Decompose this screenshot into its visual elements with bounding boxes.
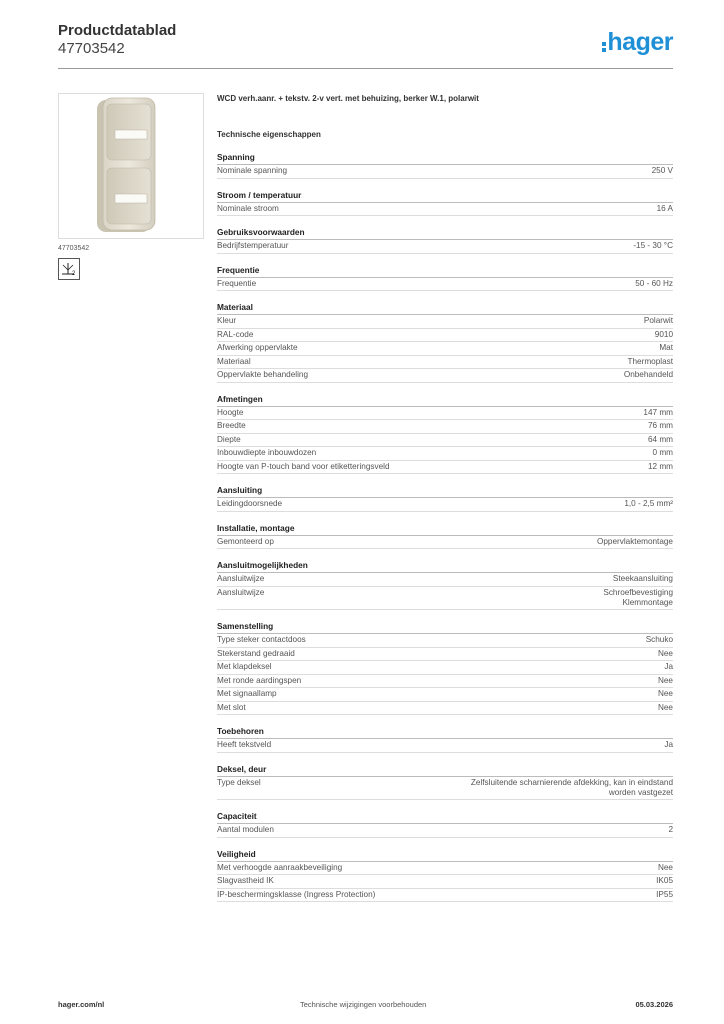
spec-row <box>217 573 673 587</box>
section-title: Gebruiksvoorwaarden <box>217 227 673 240</box>
spec-section <box>217 302 673 383</box>
spec-value: Thermoplast <box>627 356 673 366</box>
spec-value: 12 mm <box>647 461 673 471</box>
spec-row <box>217 329 673 343</box>
spec-section <box>217 227 673 254</box>
spec-label: Aansluitwijze <box>217 587 265 597</box>
spec-value: Polarwit <box>643 316 673 325</box>
spec-row <box>217 739 673 753</box>
spec-row <box>217 356 673 370</box>
spec-value: Zelfsluitende scharnierende afdekking, kan in eindstand worden vastgezet <box>470 777 673 797</box>
spec-value: Nee <box>657 689 673 699</box>
spec-value: 16 A <box>656 203 673 213</box>
spec-sections <box>217 152 673 902</box>
section-title: Veiligheid <box>217 849 673 862</box>
section-title: Materiaal <box>217 302 673 315</box>
spec-label: Leidingdoorsnede <box>217 499 283 508</box>
section-title: Toebehoren <box>217 726 673 739</box>
splash-proof-icon <box>59 259 79 279</box>
spec-value: Schuko <box>645 635 673 645</box>
splash-proof-ip-icon <box>58 258 80 280</box>
product-description: WCD verh.aanr. + tekstv. 2-v vert. met behuizing, berker W.1, polarwit <box>217 94 479 103</box>
spec-row <box>217 240 673 254</box>
spec-row <box>217 315 673 329</box>
page-header <box>58 22 673 70</box>
spec-value: 0 mm <box>652 448 673 457</box>
spec-label: Heeft tekstveld <box>217 740 272 750</box>
spec-section <box>217 523 673 550</box>
spec-section <box>217 811 673 838</box>
spec-label: Nominale spanning <box>217 166 288 175</box>
spec-row <box>217 587 673 611</box>
spec-value: Onbehandeld <box>623 370 673 379</box>
spec-section <box>217 485 673 512</box>
spec-label: Type deksel <box>217 777 261 787</box>
spec-value: Nee <box>657 862 673 872</box>
spec-label: Met signaallamp <box>217 689 277 699</box>
hager-logo[interactable] <box>602 28 673 57</box>
spec-row <box>217 648 673 662</box>
spec-label: Materiaal <box>217 356 251 366</box>
section-title: Spanning <box>217 152 673 165</box>
spec-row <box>217 862 673 876</box>
spec-section <box>217 621 673 715</box>
spec-value: 50 - 60 Hz <box>635 278 673 288</box>
header-divider <box>58 68 673 69</box>
spec-value: 1,0 - 2,5 mm² <box>624 499 673 508</box>
spec-value: Ja <box>664 740 673 750</box>
product-sidebar <box>58 93 202 280</box>
spec-value: Nee <box>657 648 673 658</box>
spec-label: Met slot <box>217 702 246 712</box>
section-title: Samenstelling <box>217 621 673 634</box>
spec-label: Gemonteerd op <box>217 536 274 546</box>
spec-label: Type steker contactdoos <box>217 635 306 645</box>
spec-row <box>217 875 673 889</box>
tech-properties-heading: Technische eigenschappen <box>217 130 321 139</box>
spec-value: Oppervlaktemontage <box>596 536 673 546</box>
spec-label: Met verhoogde aanraakbeveiliging <box>217 862 343 872</box>
spec-value: Nee <box>657 675 673 685</box>
spec-row <box>217 634 673 648</box>
product-image <box>58 93 204 239</box>
spec-label: Met ronde aardingspen <box>217 675 302 685</box>
spec-value: Schroefbevestiging Klemmontage <box>603 587 673 607</box>
spec-content <box>217 94 673 913</box>
spec-label: Bedrijfstemperatuur <box>217 241 289 250</box>
section-title: Afmetingen <box>217 394 673 407</box>
spec-section <box>217 726 673 753</box>
spec-value: 76 mm <box>647 421 673 430</box>
spec-section <box>217 849 673 903</box>
spec-row <box>217 498 673 512</box>
spec-row <box>217 675 673 689</box>
spec-value: 250 V <box>651 166 673 175</box>
spec-label: Slagvastheid IK <box>217 876 274 886</box>
spec-value: 9010 <box>654 329 673 339</box>
footer-date: 05.03.2026 <box>635 1000 673 1009</box>
section-title: Aansluitmogelijkheden <box>217 560 673 573</box>
footer-disclaimer: Technische wijzigingen voorbehouden <box>300 1000 427 1009</box>
section-title: Deksel, deur <box>217 764 673 777</box>
spec-value: Nee <box>657 702 673 712</box>
spec-label: Breedte <box>217 421 246 430</box>
spec-value: IK05 <box>656 876 673 886</box>
spec-label: Stekerstand gedraaid <box>217 648 295 658</box>
spec-section <box>217 394 673 475</box>
spec-label: IP-beschermingsklasse (Ingress Protection) <box>217 889 376 899</box>
spec-label: Kleur <box>217 316 237 325</box>
spec-row <box>217 407 673 421</box>
product-caption: 47703542 <box>58 245 90 252</box>
spec-row <box>217 165 673 179</box>
spec-row <box>217 688 673 702</box>
spec-value: 147 mm <box>643 407 673 417</box>
spec-section <box>217 152 673 179</box>
footer-website-link[interactable]: hager.com/nl <box>58 1000 105 1009</box>
spec-label: Hoogte van P-touch band voor etiketteringsveld <box>217 461 390 471</box>
spec-section <box>217 265 673 292</box>
spec-value: Steekaansluiting <box>612 574 673 583</box>
section-title: Installatie, montage <box>217 523 673 536</box>
spec-value: IP55 <box>656 889 673 899</box>
spec-row <box>217 342 673 356</box>
logo-dot <box>602 42 606 46</box>
spec-label: Inbouwdiepte inbouwdozen <box>217 448 317 457</box>
spec-row <box>217 824 673 838</box>
spec-label: Met klapdeksel <box>217 662 272 672</box>
spec-row <box>217 661 673 675</box>
spec-row <box>217 777 673 801</box>
socket-outlet-illustration <box>59 94 203 238</box>
spec-label: RAL-code <box>217 329 254 339</box>
spec-label: Afwerking oppervlakte <box>217 343 298 352</box>
spec-row <box>217 420 673 434</box>
spec-row <box>217 278 673 292</box>
spec-row <box>217 889 673 903</box>
spec-row <box>217 203 673 217</box>
document-number: 47703542 <box>58 40 125 57</box>
logo-text: hager <box>607 28 673 56</box>
spec-label: Diepte <box>217 434 241 444</box>
spec-row <box>217 702 673 716</box>
section-title: Capaciteit <box>217 811 673 824</box>
spec-section <box>217 764 673 801</box>
section-title: Frequentie <box>217 265 673 278</box>
spec-row <box>217 369 673 383</box>
spec-value: Ja <box>664 662 673 672</box>
document-title: Productdatablad <box>58 22 177 39</box>
spec-section <box>217 190 673 217</box>
spec-value: Mat <box>659 343 673 352</box>
spec-label: Frequentie <box>217 278 257 288</box>
spec-value: -15 - 30 °C <box>633 241 673 250</box>
spec-label: Oppervlakte behandeling <box>217 370 309 379</box>
spec-section <box>217 560 673 610</box>
section-title: Stroom / temperatuur <box>217 190 673 203</box>
spec-label: Nominale stroom <box>217 203 279 213</box>
spec-row <box>217 461 673 475</box>
spec-row <box>217 447 673 461</box>
spec-label: Hoogte <box>217 407 244 417</box>
spec-value: 64 mm <box>647 434 673 444</box>
logo-dot <box>602 48 606 52</box>
section-title: Aansluiting <box>217 485 673 498</box>
spec-row <box>217 434 673 448</box>
svg-text:2: 2 <box>72 271 76 277</box>
spec-label: Aansluitwijze <box>217 574 265 583</box>
spec-value: 2 <box>668 825 673 835</box>
spec-row <box>217 536 673 550</box>
spec-label: Aantal modulen <box>217 825 274 835</box>
